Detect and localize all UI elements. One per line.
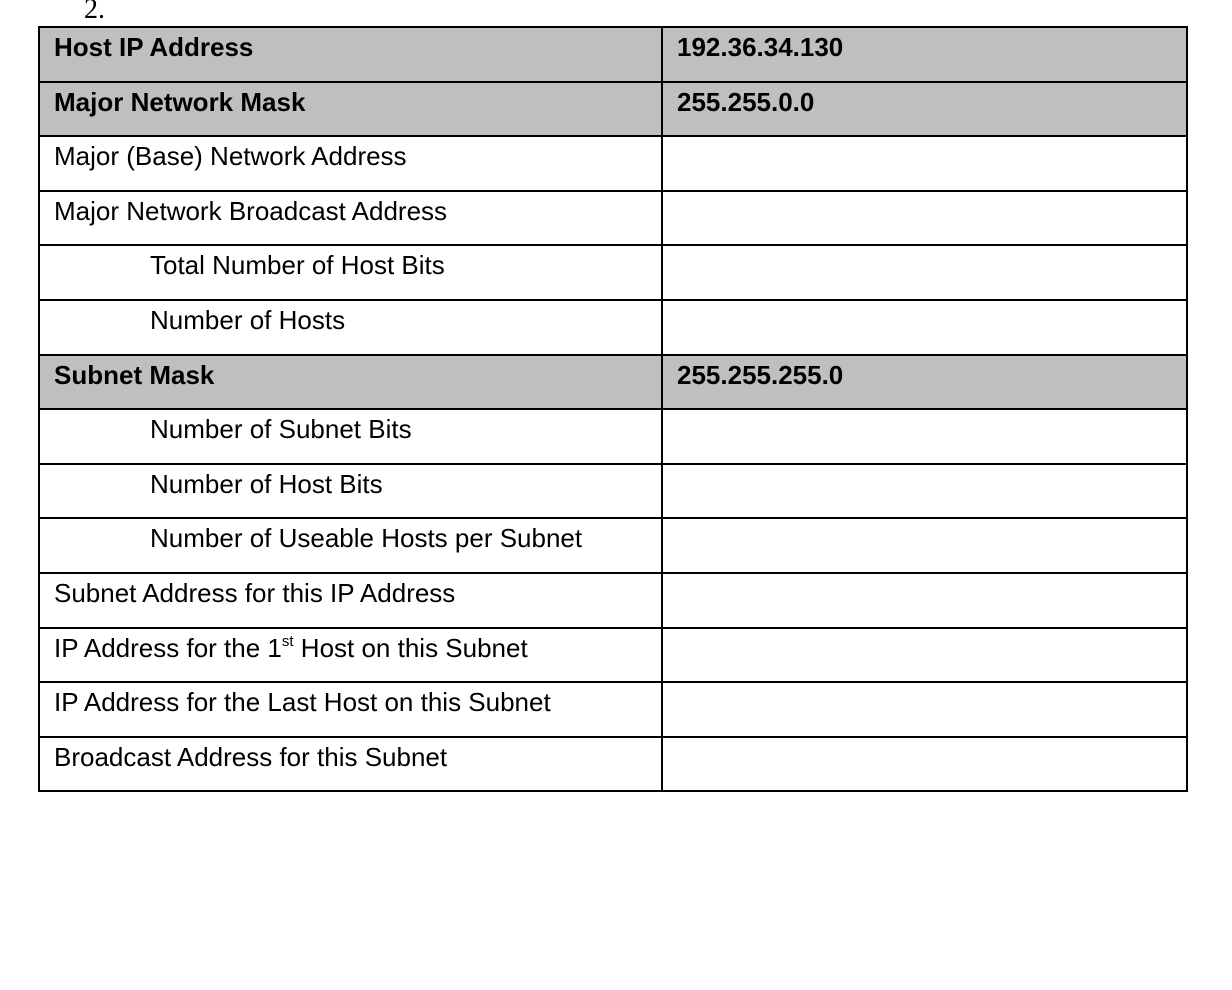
row-label: IP Address for the Last Host on this Subnet bbox=[39, 682, 662, 737]
table-row-number-of-useable-hosts-per-subnet bbox=[39, 518, 1187, 573]
ordinal-suffix: st bbox=[281, 632, 294, 650]
row-label: Major Network Mask bbox=[39, 82, 662, 137]
subnetting-worksheet-table bbox=[38, 26, 1188, 792]
row-label-before: IP Address for the 1 bbox=[54, 632, 282, 663]
row-label bbox=[39, 628, 662, 683]
row-label: Total Number of Host Bits bbox=[39, 245, 662, 300]
row-value[interactable] bbox=[662, 136, 1187, 191]
table-row-major-network-broadcast-address bbox=[39, 191, 1187, 246]
table-row-subnet-mask bbox=[39, 355, 1187, 410]
row-label: Number of Subnet Bits bbox=[39, 409, 662, 464]
row-label: Subnet Mask bbox=[39, 355, 662, 410]
table-row-first-host-address bbox=[39, 628, 1187, 683]
row-value[interactable]: 255.255.0.0 bbox=[662, 82, 1187, 137]
table-row-host-ip-address bbox=[39, 27, 1187, 82]
table-row-number-of-host-bits bbox=[39, 464, 1187, 519]
row-value[interactable] bbox=[662, 464, 1187, 519]
row-label: Number of Useable Hosts per Subnet bbox=[39, 518, 662, 573]
row-value[interactable] bbox=[662, 737, 1187, 792]
row-label: Number of Hosts bbox=[39, 300, 662, 355]
row-value[interactable] bbox=[662, 518, 1187, 573]
row-value[interactable] bbox=[662, 245, 1187, 300]
question-number: 2. bbox=[84, 0, 105, 25]
row-value[interactable] bbox=[662, 300, 1187, 355]
table-row-last-host-address bbox=[39, 682, 1187, 737]
table-row-major-network-mask bbox=[39, 82, 1187, 137]
table-row-subnet-address bbox=[39, 573, 1187, 628]
table-row-total-number-of-host-bits bbox=[39, 245, 1187, 300]
table-row-major-base-network-address bbox=[39, 136, 1187, 191]
table-row-number-of-subnet-bits bbox=[39, 409, 1187, 464]
row-value[interactable] bbox=[662, 191, 1187, 246]
row-value[interactable] bbox=[662, 682, 1187, 737]
row-value[interactable] bbox=[662, 573, 1187, 628]
row-value[interactable] bbox=[662, 409, 1187, 464]
row-label: Host IP Address bbox=[39, 27, 662, 82]
row-value[interactable]: 192.36.34.130 bbox=[662, 27, 1187, 82]
table-row-number-of-hosts bbox=[39, 300, 1187, 355]
row-label: Subnet Address for this IP Address bbox=[39, 573, 662, 628]
row-value[interactable]: 255.255.255.0 bbox=[662, 355, 1187, 410]
table-row-subnet-broadcast-address bbox=[39, 737, 1187, 792]
row-label: Broadcast Address for this Subnet bbox=[39, 737, 662, 792]
row-label-after: Host on this Subnet bbox=[293, 632, 528, 663]
row-label: Major Network Broadcast Address bbox=[39, 191, 662, 246]
row-label: Major (Base) Network Address bbox=[39, 136, 662, 191]
row-label: Number of Host Bits bbox=[39, 464, 662, 519]
row-value[interactable] bbox=[662, 628, 1187, 683]
